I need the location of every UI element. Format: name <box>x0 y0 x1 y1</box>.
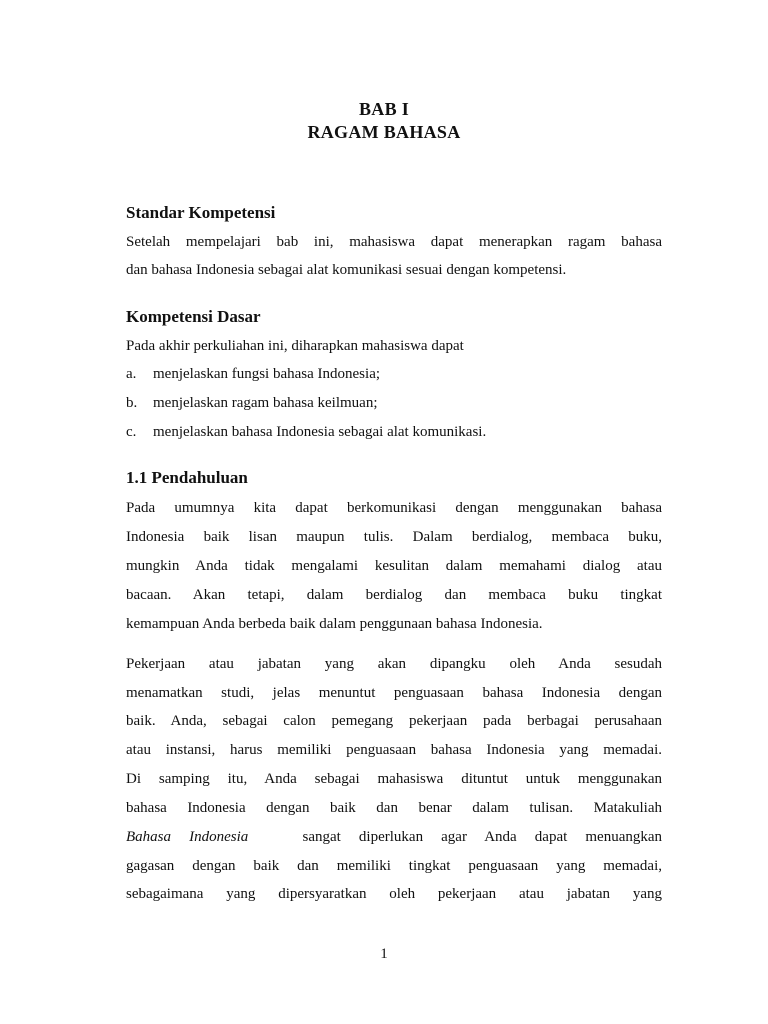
standar-line-2: dan bahasa Indonesia sebagai alat komunikasi sesuai dengan kompetensi. <box>126 262 567 278</box>
para2-line: Di samping itu, Anda sebagai mahasiswa dituntut untuk menggunakan <box>126 771 662 787</box>
list-marker: b. <box>126 395 138 411</box>
para1-line: bacaan. Akan tetapi, dalam berdialog dan membaca buku tingkat <box>126 587 662 603</box>
para2-line: gagasan dengan baik dan memiliki tingkat penguasaan yang memadai, <box>126 858 662 874</box>
page-number: 1 <box>380 946 388 962</box>
list-marker: c. <box>126 424 137 440</box>
para2-line: baik. Anda, sebagai calon pemegang pekerjaan pada berbagai perusahaan <box>126 713 662 729</box>
para1-line: kemampuan Anda berbeda baik dalam penggunaan bahasa Indonesia. <box>126 616 543 632</box>
chapter-number: BAB I <box>358 99 409 119</box>
para2-line: menamatkan studi, jelas menuntut penguasaan bahasa Indonesia dengan <box>126 685 662 701</box>
list-item <box>126 424 486 441</box>
para1-line: Indonesia baik lisan maupun tulis. Dalam berdialog, membaca buku, <box>126 529 662 545</box>
para2-line: bahasa Indonesia dengan baik dan benar dalam tulisan. Matakuliah <box>126 800 662 816</box>
list-item <box>126 395 378 412</box>
para2-line: sebagaimana yang dipersyaratkan oleh pekerjaan atau jabatan yang <box>126 886 662 902</box>
para2-line: atau instansi, harus memiliki penguasaan bahasa Indonesia yang memadai. <box>126 742 662 758</box>
list-item-text: menjelaskan ragam bahasa keilmuan; <box>153 395 378 411</box>
italic-course-name: Bahasa Indonesia <box>126 829 249 845</box>
para1-line: Pada umumnya kita dapat berkomunikasi dengan menggunakan bahasa <box>126 500 662 516</box>
dasar-intro: Pada akhir perkuliahan ini, diharapkan mahasiswa dapat <box>126 338 464 354</box>
para2-line: Pekerjaan atau jabatan yang akan dipangku oleh Anda sesudah <box>126 656 662 672</box>
list-item <box>126 366 380 383</box>
list-item-text: menjelaskan fungsi bahasa Indonesia; <box>153 366 381 382</box>
para2-line-text: sangat diperlukan agar Anda dapat menuangkan <box>302 829 663 845</box>
standar-kompetensi-heading: Standar Kompetensi <box>126 203 276 222</box>
list-marker: a. <box>126 366 137 382</box>
list-item-text: menjelaskan bahasa Indonesia sebagai alat komunikasi. <box>153 424 487 440</box>
chapter-title: RAGAM BAHASA <box>307 122 461 142</box>
pendahuluan-heading: 1.1 Pendahuluan <box>126 468 248 487</box>
kompetensi-dasar-heading: Kompetensi Dasar <box>126 307 261 326</box>
para2-line-with-italic <box>126 829 662 846</box>
para1-line: mungkin Anda tidak mengalami kesulitan dalam memahami dialog atau <box>126 558 662 574</box>
standar-line-1: Setelah mempelajari bab ini, mahasiswa dapat menerapkan ragam bahasa <box>126 234 662 250</box>
